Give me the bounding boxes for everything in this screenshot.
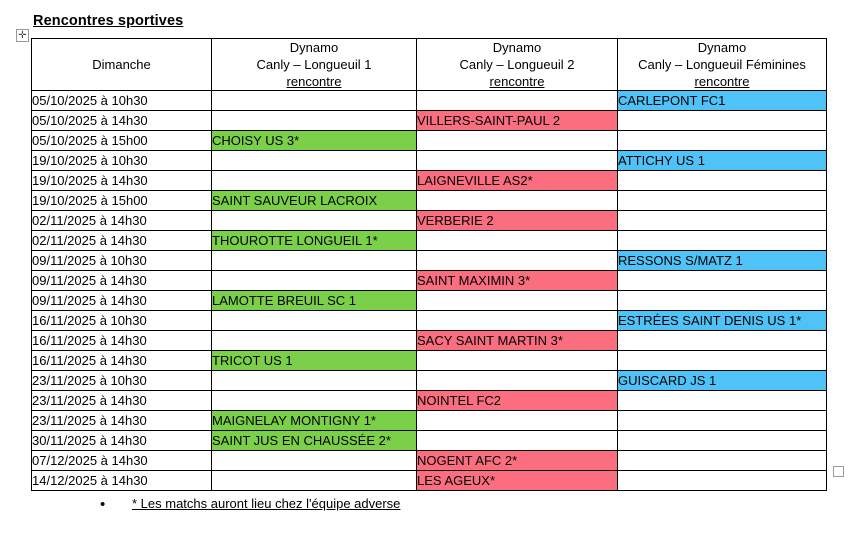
- match-cell: [618, 451, 827, 471]
- match-cell: [618, 291, 827, 311]
- table-row: [32, 471, 827, 491]
- match-cell: [417, 351, 618, 371]
- match-date-cell: 05/10/2025 à 15h00: [32, 131, 212, 151]
- table-header-row: [32, 39, 827, 91]
- table-row: [32, 111, 827, 131]
- match-cell: SACY SAINT MARTIN 3*: [417, 331, 618, 351]
- match-date-cell: 19/10/2025 à 15h00: [32, 191, 212, 211]
- column-header-equipe-2: [417, 39, 618, 91]
- match-date-cell: 05/10/2025 à 10h30: [32, 91, 212, 111]
- match-cell: SAINT SAUVEUR LACROIX: [212, 191, 417, 211]
- match-cell: [417, 311, 618, 331]
- match-cell: [212, 371, 417, 391]
- match-date-cell: 05/10/2025 à 14h30: [32, 111, 212, 131]
- match-cell: NOGENT AFC 2*: [417, 451, 618, 471]
- table-row: [32, 211, 827, 231]
- match-cell: [212, 151, 417, 171]
- match-cell: LES AGEUX*: [417, 471, 618, 491]
- table-row: [32, 311, 827, 331]
- table-body: [32, 91, 827, 491]
- footnote-text: * Les matchs auront lieu chez l'équipe adverse: [132, 496, 401, 511]
- table-row: [32, 151, 827, 171]
- table-row: [32, 411, 827, 431]
- match-date-cell: 02/11/2025 à 14h30: [32, 231, 212, 251]
- table-row: [32, 251, 827, 271]
- match-cell: [618, 171, 827, 191]
- match-date-cell: 16/11/2025 à 14h30: [32, 351, 212, 371]
- header-line1: Dimanche: [92, 57, 151, 72]
- match-cell: [212, 91, 417, 111]
- table-row: [32, 271, 827, 291]
- header-sub: rencontre: [694, 74, 750, 89]
- match-date-cell: 09/11/2025 à 14h30: [32, 271, 212, 291]
- match-cell: [417, 231, 618, 251]
- match-cell: [618, 111, 827, 131]
- match-cell: [212, 171, 417, 191]
- match-cell: [212, 451, 417, 471]
- footnote-bullet-icon: •: [100, 496, 106, 513]
- table-row: [32, 331, 827, 351]
- match-date-cell: 23/11/2025 à 14h30: [32, 391, 212, 411]
- match-cell: [618, 271, 827, 291]
- match-cell: ATTICHY US 1: [618, 151, 827, 171]
- match-cell: [212, 331, 417, 351]
- match-cell: [618, 391, 827, 411]
- match-date-cell: 23/11/2025 à 14h30: [32, 411, 212, 431]
- match-date-cell: 07/12/2025 à 14h30: [32, 451, 212, 471]
- header-line1: Dynamo: [697, 40, 747, 55]
- page-title: Rencontres sportives: [33, 13, 184, 29]
- match-cell: CHOISY US 3*: [212, 131, 417, 151]
- match-cell: [618, 431, 827, 451]
- match-cell: [417, 291, 618, 311]
- match-cell: MAIGNELAY MONTIGNY 1*: [212, 411, 417, 431]
- match-cell: [417, 411, 618, 431]
- match-cell: [212, 471, 417, 491]
- header-line1: Dynamo: [289, 40, 339, 55]
- match-cell: TRICOT US 1: [212, 351, 417, 371]
- table-row: [32, 351, 827, 371]
- match-cell: [417, 431, 618, 451]
- table-move-handle-icon[interactable]: ✛: [16, 29, 29, 42]
- match-cell: [212, 251, 417, 271]
- match-date-cell: 16/11/2025 à 10h30: [32, 311, 212, 331]
- match-cell: [618, 131, 827, 151]
- table-row: [32, 371, 827, 391]
- table-row: [32, 431, 827, 451]
- match-cell: [618, 411, 827, 431]
- table-row: [32, 91, 827, 111]
- match-cell: THOUROTTE LONGUEIL 1*: [212, 231, 417, 251]
- table-row: [32, 391, 827, 411]
- match-date-cell: 09/11/2025 à 10h30: [32, 251, 212, 271]
- match-cell: SAINT JUS EN CHAUSSÉE 2*: [212, 431, 417, 451]
- header-sub: rencontre: [489, 74, 545, 89]
- match-cell: [417, 151, 618, 171]
- match-cell: [212, 391, 417, 411]
- match-cell: NOINTEL FC2: [417, 391, 618, 411]
- match-cell: [417, 131, 618, 151]
- column-header-equipe-1: [212, 39, 417, 91]
- match-date-cell: 16/11/2025 à 14h30: [32, 331, 212, 351]
- match-cell: SAINT MAXIMIN 3*: [417, 271, 618, 291]
- table-row: [32, 171, 827, 191]
- match-cell: [212, 211, 417, 231]
- match-cell: [618, 211, 827, 231]
- match-cell: [417, 371, 618, 391]
- match-cell: VILLERS-SAINT-PAUL 2: [417, 111, 618, 131]
- match-cell: [618, 331, 827, 351]
- match-date-cell: 14/12/2025 à 14h30: [32, 471, 212, 491]
- match-cell: RESSONS S/MATZ 1: [618, 251, 827, 271]
- match-date-cell: 23/11/2025 à 10h30: [32, 371, 212, 391]
- table-row: [32, 231, 827, 251]
- match-cell: [417, 251, 618, 271]
- match-cell: [618, 471, 827, 491]
- match-date-cell: 09/11/2025 à 14h30: [32, 291, 212, 311]
- header-line2: Canly – Longueuil 1: [256, 57, 372, 72]
- schedule-table: [31, 38, 827, 491]
- header-line1: Dynamo: [492, 40, 542, 55]
- match-date-cell: 30/11/2025 à 14h30: [32, 431, 212, 451]
- match-cell: [212, 111, 417, 131]
- match-date-cell: 19/10/2025 à 10h30: [32, 151, 212, 171]
- match-cell: ESTRÉES SAINT DENIS US 1*: [618, 311, 827, 331]
- column-header-dimanche: [32, 39, 212, 91]
- table-row: [32, 451, 827, 471]
- match-date-cell: 19/10/2025 à 14h30: [32, 171, 212, 191]
- match-cell: VERBERIE 2: [417, 211, 618, 231]
- match-cell: [618, 191, 827, 211]
- header-line2: Canly – Longueuil Féminines: [638, 57, 806, 72]
- match-cell: [417, 91, 618, 111]
- match-cell: LAIGNEVILLE AS2*: [417, 171, 618, 191]
- table-resize-handle-icon[interactable]: [833, 466, 844, 477]
- table-row: [32, 131, 827, 151]
- match-cell: [417, 191, 618, 211]
- match-cell: GUISCARD JS 1: [618, 371, 827, 391]
- match-date-cell: 02/11/2025 à 14h30: [32, 211, 212, 231]
- match-cell: LAMOTTE BREUIL SC 1: [212, 291, 417, 311]
- match-cell: [618, 231, 827, 251]
- column-header-feminines: [618, 39, 827, 91]
- match-cell: [212, 311, 417, 331]
- table-row: [32, 191, 827, 211]
- table-row: [32, 291, 827, 311]
- header-sub: rencontre: [286, 74, 342, 89]
- header-line2: Canly – Longueuil 2: [459, 57, 575, 72]
- match-cell: [212, 271, 417, 291]
- match-cell: CARLEPONT FC1: [618, 91, 827, 111]
- match-cell: [618, 351, 827, 371]
